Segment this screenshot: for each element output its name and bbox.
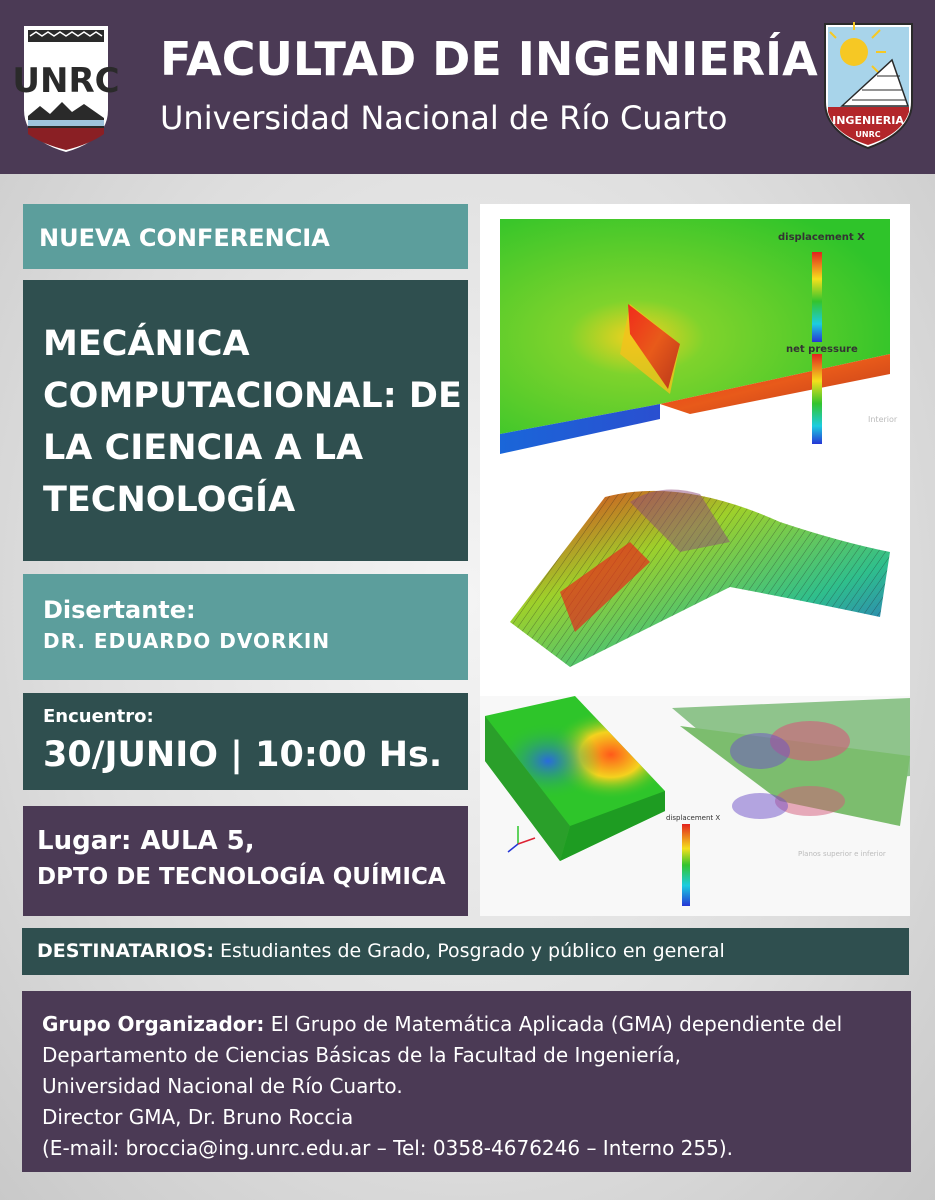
organizer-contact: (E-mail: broccia@ing.unrc.edu.ar – Tel: 0358-4676246 – Interno 255). — [42, 1136, 733, 1160]
img1-label-3: Interior — [868, 415, 898, 424]
ingenieria-logo-text: INGENIERIA — [832, 114, 904, 127]
university-name: Universidad Nacional de Río Cuarto — [160, 99, 728, 137]
simulation-image-airflow — [480, 482, 910, 696]
audience-text: Estudiantes de Grado, Posgrado y público en general — [213, 940, 725, 962]
ingenieria-logo-subtext: UNRC — [855, 130, 881, 139]
unrc-logo-text: UNRC — [12, 61, 120, 101]
speaker-box — [23, 574, 468, 680]
organizer-line-3: Universidad Nacional de Río Cuarto. — [42, 1074, 403, 1098]
unrc-logo — [12, 20, 120, 154]
place-line-2: DPTO DE TECNOLOGÍA QUÍMICA — [37, 864, 446, 890]
date-label: Encuentro: — [43, 706, 154, 727]
faculty-title: FACULTAD DE INGENIERÍA — [160, 32, 818, 86]
date-time: 30/JUNIO | 10:00 Hs. — [43, 735, 443, 775]
img3-label-1: displacement X — [666, 814, 721, 822]
ingenieria-logo — [822, 20, 915, 150]
simulation-image-crack — [480, 204, 910, 482]
conference-title-box — [23, 280, 468, 561]
speaker-name: DR. EDUARDO DVORKIN — [43, 629, 331, 653]
place-line-1: Lugar: AULA 5, — [37, 826, 255, 856]
organizer-label: Grupo Organizador: — [42, 1012, 265, 1036]
organizer-line-4: Director GMA, Dr. Bruno Roccia — [42, 1105, 354, 1129]
audience-label: DESTINATARIOS: — [37, 940, 214, 962]
date-box — [23, 693, 468, 790]
organizer-box — [22, 991, 911, 1172]
img1-label-2: net pressure — [786, 344, 858, 355]
place-box — [23, 806, 468, 916]
conference-title: MECÁNICA COMPUTACIONAL: DE LA CIENCIA A LA TECNOLOGÍA — [43, 324, 462, 520]
organizer-line-1: El Grupo de Matemática Aplicada (GMA) dependiente del — [264, 1012, 843, 1036]
img3-label-2: Planos superior e inferior — [798, 850, 886, 858]
speaker-label: Disertante: — [43, 596, 196, 624]
header-bar — [0, 0, 935, 174]
img1-label-1: displacement X — [778, 232, 865, 243]
organizer-line-2: Departamento de Ciencias Básicas de la Facultad de Ingeniería, — [42, 1043, 681, 1067]
new-conference-label: NUEVA CONFERENCIA — [39, 224, 330, 252]
audience-bar — [22, 928, 909, 975]
new-conference-banner — [23, 204, 468, 269]
simulation-image-fracture — [480, 696, 910, 916]
